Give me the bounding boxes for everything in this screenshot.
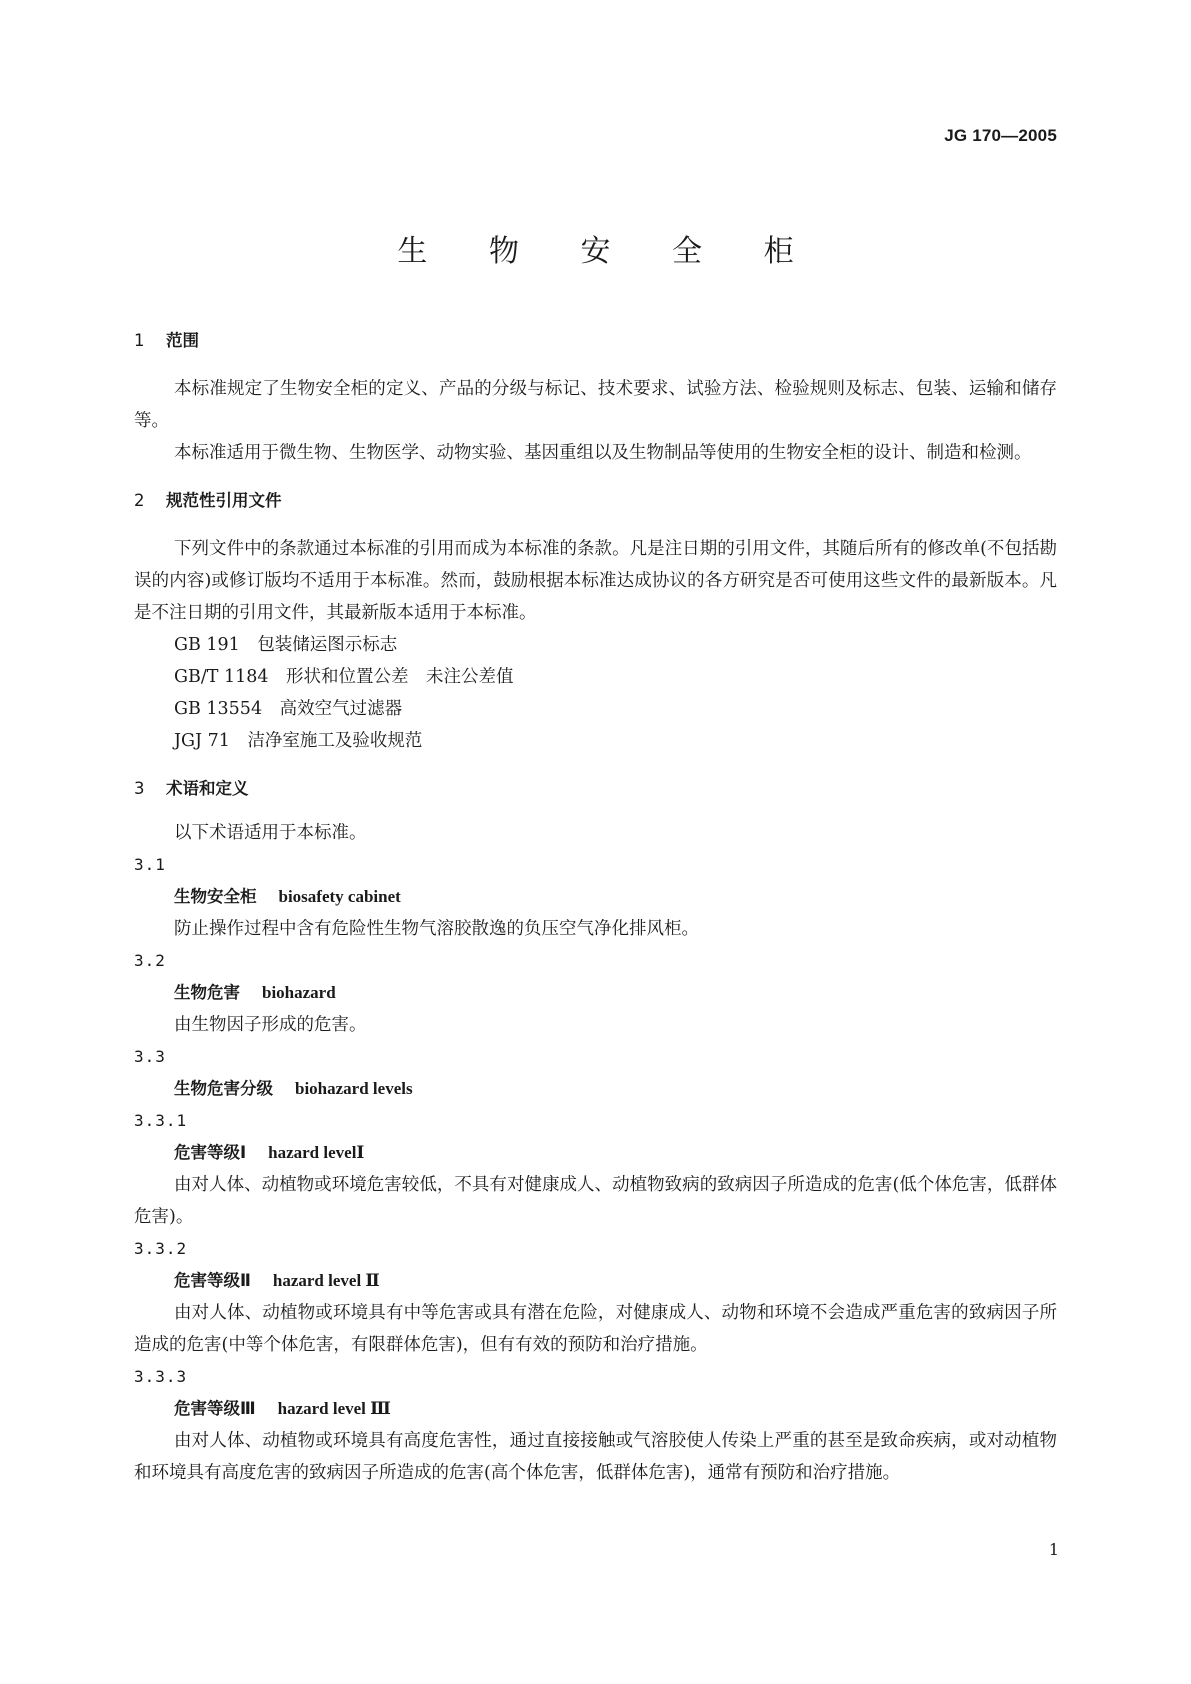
section-title: 范围 <box>166 331 199 350</box>
section-number: 1 <box>134 331 145 350</box>
term-english: biohazard levels <box>295 1079 413 1098</box>
term-chinese: 生物危害 <box>174 983 240 1002</box>
scope-paragraph: 本标准规定了生物安全柜的定义、产品的分级与标记、技术要求、试验方法、检验规则及标志、包装、运输和储存等。 <box>134 379 1057 431</box>
section-number: 2 <box>134 491 145 510</box>
term-chinese: 危害等级Ⅰ <box>174 1143 247 1162</box>
term-entry <box>134 1073 1057 1105</box>
clause-number: 3.2 <box>134 951 166 970</box>
reference-item <box>134 725 1057 757</box>
reference-code: JGJ 71 <box>174 731 230 751</box>
header-standard-code: JG 170—2005 <box>944 126 1057 145</box>
reference-code: GB 191 <box>174 635 240 655</box>
term-definition: 防止操作过程中含有危险性生物气溶胶散逸的负压空气净化排风柜。 <box>174 919 699 939</box>
reference-title: 高效空气过滤器 <box>279 699 403 719</box>
term-chinese: 危害等级Ⅲ <box>174 1399 256 1418</box>
term-entry <box>134 1137 1057 1169</box>
term-entry <box>134 881 1057 913</box>
term-chinese: 生物安全柜 <box>174 887 257 906</box>
reference-item <box>134 661 1057 693</box>
term-english: biohazard <box>262 983 336 1002</box>
term-english: biosafety cabinet <box>278 887 401 906</box>
references-intro: 下列文件中的条款通过本标准的引用而成为本标准的条款。凡是注日期的引用文件，其随后所有的修改单(不包括勘误的内容)或修订版均不适用于本标准。然而，鼓励根据本标准达成协议的各方研究是否可使用这些文件的最新版本。凡是不注日期的引用文件，其最新版本适用于本标准。 <box>134 539 1057 623</box>
section-number: 3 <box>134 779 145 798</box>
term-english: hazard level Ⅲ <box>277 1399 391 1418</box>
section-title: 术语和定义 <box>166 779 249 798</box>
reference-code: GB 13554 <box>174 699 263 719</box>
term-definition: 由对人体、动植物或环境具有高度危害性，通过直接接触或气溶胶使人传染上严重的甚至是致命疾病，或对动植物和环境具有高度危害的致病因子所造成的危害(高个体危害，低群体危害)，通常有预防和治疗措施。 <box>134 1431 1057 1483</box>
section-title: 规范性引用文件 <box>166 491 282 510</box>
page-number: 1 <box>1048 1540 1059 1559</box>
section-heading-terms-and-definitions <box>134 773 1057 805</box>
reference-item <box>134 629 1057 661</box>
term-chinese: 生物危害分级 <box>174 1079 273 1098</box>
reference-title: 包装储运图示标志 <box>257 635 398 655</box>
term-entry <box>134 977 1057 1009</box>
reference-code: GB/T 1184 <box>174 667 269 687</box>
term-definition: 由生物因子形成的危害。 <box>174 1015 367 1035</box>
term-chinese: 危害等级Ⅱ <box>174 1271 251 1290</box>
term-entry <box>134 1393 1057 1425</box>
term-definition: 由对人体、动植物或环境具有中等危害或具有潜在危险，对健康成人、动物和环境不会造成严重危害的致病因子所造成的危害(中等个体危害，有限群体危害)，但有有效的预防和治疗措施。 <box>134 1303 1057 1355</box>
scope-paragraph: 本标准适用于微生物、生物医学、动物实验、基因重组以及生物制品等使用的生物安全柜的设计、制造和检测。 <box>174 443 1032 463</box>
reference-title: 洁净室施工及验收规范 <box>247 731 423 751</box>
reference-title: 形状和位置公差 未注公差值 <box>286 667 514 687</box>
clause-number: 3.3.2 <box>134 1239 188 1258</box>
term-definition: 由对人体、动植物或环境危害较低，不具有对健康成人、动植物致病的致病因子所造成的危害(低个体危害，低群体危害)。 <box>134 1175 1057 1227</box>
term-english: hazard level Ⅱ <box>272 1271 380 1290</box>
section-heading-scope <box>134 325 1057 357</box>
section-heading-normative-references <box>134 485 1057 517</box>
clause-number: 3.3.3 <box>134 1367 188 1386</box>
clause-number: 3.1 <box>134 855 166 874</box>
document-body <box>134 325 1057 1489</box>
term-entry <box>134 1265 1057 1297</box>
term-english: hazard levelⅠ <box>268 1143 365 1162</box>
reference-item <box>134 693 1057 725</box>
document-title: 生 物 安 全 柜 <box>397 234 820 269</box>
clause-number: 3.3 <box>134 1047 166 1066</box>
clause-number: 3.3.1 <box>134 1111 188 1130</box>
terms-intro: 以下术语适用于本标准。 <box>174 823 367 843</box>
